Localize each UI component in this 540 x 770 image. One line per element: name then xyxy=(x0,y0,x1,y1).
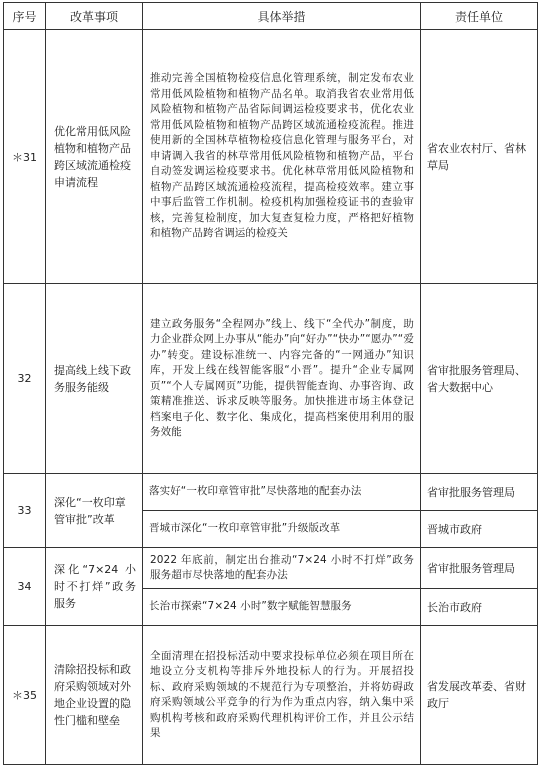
row-seq: 33 xyxy=(4,474,46,548)
reform-measures-table xyxy=(3,2,538,765)
row-unit: 晋城市政府 xyxy=(421,511,538,548)
row-measures: 全面清理在招投标活动中要求投标单位必须在项目所在地设立分支机构等排斥外地投标人的行为。开展招投标、政府采购领域的不规范行为专项整治，并将妨碍政府采购领域公平竞争的行为作为重点内容，纳入集中采购机构考核和政府采购代理机构评价工作，并且公示结果 xyxy=(143,626,421,765)
row-measures: 晋城市深化“一枚印章管审批”升级版改革 xyxy=(143,511,421,548)
row-measures: 推动完善全国植物检疫信息化管理系统，制定发布农业常用低风险植物和植物产品名单。取消我省农业常用低风险植物和植物产品省际间调运检疫要求书，优化农业常用低风险植物和植物产品跨区域流通检疫流程。推进使用新的全国林草植物检疫信息化管理与服务平台，对申请调入我省的林草常用低风险植物和植物产品，平台自动签发调运检疫要求书。优化林草常用低风险植物和植物产品跨区域流通检疫流程，提高检疫效率。建立事中事后监管工作机制。检疫机构加强检疫证书的查验审核，完善复检制度，加大复查复检力度，严格把好植物和植物产品跨省调运的检疫关 xyxy=(143,30,421,284)
table-row xyxy=(4,626,538,765)
header-seq: 序号 xyxy=(4,3,46,30)
table-row xyxy=(4,284,538,474)
row-seq: 34 xyxy=(4,548,46,626)
row-measures: 建立政务服务“全程网办”线上、线下“全代办”制度，助力企业群众网上办事从“能办”向“好办”“快办”“愿办”“爱办”转变。建设标准统一、内容完备的“一网通办”知识库，开发上线在线智能客服“小晋”。提升“企业专属网页”“个人专属网页”功能，提供智能查询、办事咨询、政策精准推送、诉求反映等服务。加快推进市场主体登记档案电子化、数字化、集成化，提高档案使用利用的服务效能 xyxy=(143,284,421,474)
row-item: 深化“7×24 小时不打烊”政务服务 xyxy=(46,548,143,626)
row-item: 优化常用低风险植物和植物产品跨区域流通检疫申请流程 xyxy=(46,30,143,284)
header-item: 改革事项 xyxy=(46,3,143,30)
row-unit: 长治市政府 xyxy=(421,589,538,626)
table-row xyxy=(4,474,538,511)
row-measures: 长治市探索“7×24 小时”数字赋能智慧服务 xyxy=(143,589,421,626)
table-row xyxy=(4,30,538,284)
row-seq: ＊31 xyxy=(4,30,46,284)
row-item: 深化“一枚印章管审批”改革 xyxy=(46,474,143,548)
row-item: 提高线上线下政务服务能级 xyxy=(46,284,143,474)
row-unit: 省审批服务管理局 xyxy=(421,548,538,589)
row-unit: 省审批服务管理局 xyxy=(421,474,538,511)
row-item: 清除招投标和政府采购领域对外地企业设置的隐性门槛和壁垒 xyxy=(46,626,143,765)
row-measures: 2022 年底前，制定出台推动“7×24 小时不打烊”政务服务超市尽快落地的配套办法 xyxy=(143,548,421,589)
header-unit: 责任单位 xyxy=(421,3,538,30)
header-measures: 具体举措 xyxy=(143,3,421,30)
row-unit: 省审批服务管理局、省大数据中心 xyxy=(421,284,538,474)
row-seq: 32 xyxy=(4,284,46,474)
table-row xyxy=(4,548,538,589)
row-unit: 省发展改革委、省财政厅 xyxy=(421,626,538,765)
row-seq: ＊35 xyxy=(4,626,46,765)
table-header-row xyxy=(4,3,538,30)
row-measures: 落实好“一枚印章管审批”尽快落地的配套办法 xyxy=(143,474,421,511)
row-unit: 省农业农村厅、省林草局 xyxy=(421,30,538,284)
